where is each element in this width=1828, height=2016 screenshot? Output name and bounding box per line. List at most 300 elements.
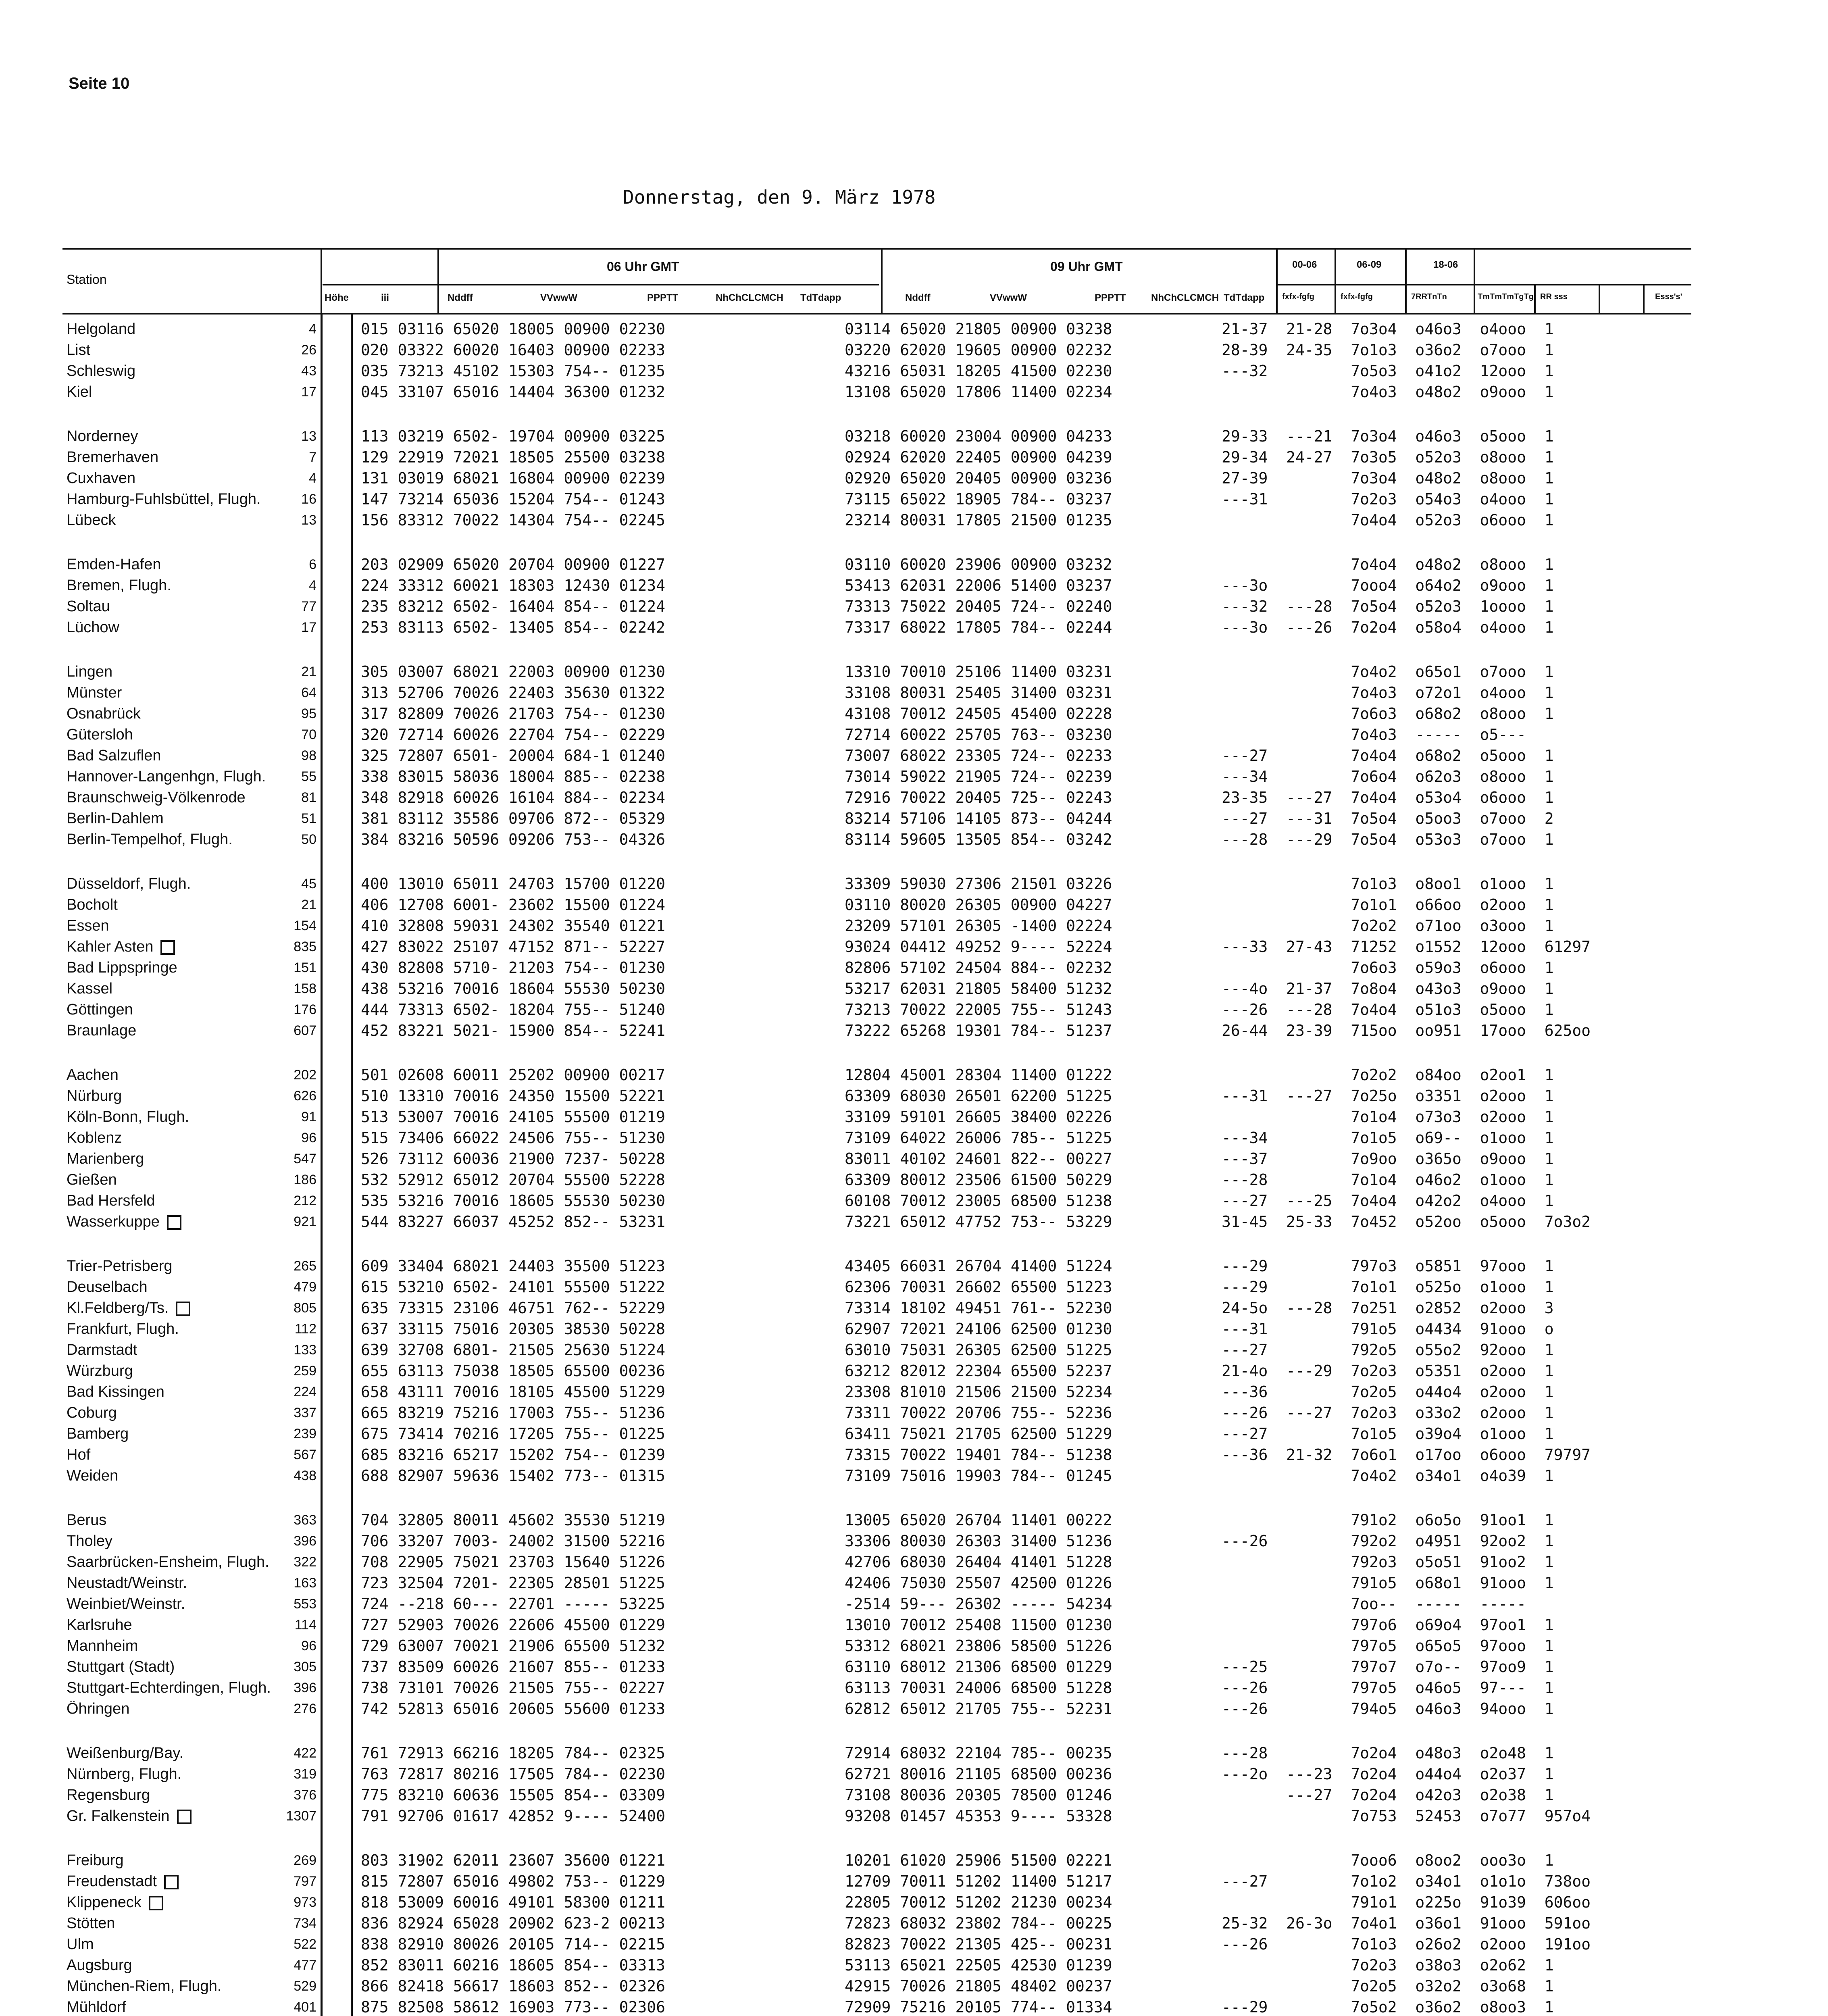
obs-09gmt: 73221 65012 47752 753-- 53229 [845, 1213, 1112, 1231]
obs-09gmt: 23209 57101 26305 -1400 02224 [845, 917, 1112, 935]
station-hoehe: 1307 [286, 1808, 316, 1824]
obs-06gmt: 803 31902 62011 23607 35600 01221 [361, 1851, 665, 1869]
obs-06gmt: 156 83312 70022 14304 754-- 02245 [361, 511, 665, 529]
station-hoehe: 17 [301, 620, 316, 635]
obs-09gmt: 73213 70022 22005 755-- 51243 [845, 1001, 1112, 1018]
obs-06gmt: 045 33107 65016 14404 36300 01232 [361, 383, 665, 401]
station-hoehe: 98 [301, 748, 316, 763]
obs-06gmt: 852 83011 60216 18605 854-- 03313 [361, 1956, 665, 1974]
obs-09gmt: 33309 59030 27306 21501 03226 [845, 875, 1112, 893]
header-s4: TmTmTmTgTg [1478, 292, 1534, 301]
station-hoehe: 363 [294, 1512, 316, 1528]
station-label: Wasserkuppe [67, 1213, 160, 1230]
obs-09gmt: 82806 57102 24504 884-- 02232 [845, 959, 1112, 977]
obs-extremes: 7o2o2 o84oo o2oo1 1 [1222, 1066, 1554, 1084]
obs-09gmt: 82823 70022 21305 425-- 00231 [845, 1935, 1112, 1953]
station-label: Düsseldorf, Flugh. [67, 875, 191, 892]
obs-06gmt: 729 63007 70021 21906 65500 51232 [361, 1637, 665, 1655]
obs-extremes: ---28 7o2o4 o48o3 o2o48 1 [1222, 1744, 1554, 1762]
station-hoehe: 401 [294, 1999, 316, 2015]
station-label: Braunschweig-Völkenrode [67, 789, 246, 806]
iii-divider [351, 314, 353, 2016]
obs-06gmt: 724 --218 60--- 22701 ----- 53225 [361, 1595, 665, 1613]
station-label: Regensburg [67, 1787, 150, 1804]
obs-09gmt: 73313 75022 20405 724-- 02240 [845, 598, 1112, 615]
obs-09gmt: 72914 68032 22104 785-- 00235 [845, 1744, 1112, 1762]
obs-06gmt: 838 82910 80026 20105 714-- 02215 [361, 1935, 665, 1953]
obs-09gmt: 13005 65020 26704 11401 00222 [845, 1511, 1112, 1529]
station-name [67, 1085, 122, 1106]
station-hoehe: 91 [301, 1109, 316, 1125]
station-label: Hamburg-Fuhlsbüttel, Flugh. [67, 491, 261, 508]
obs-09gmt: 63113 70031 24006 68500 51228 [845, 1679, 1112, 1697]
obs-09gmt: 83011 40102 24601 822-- 00227 [845, 1150, 1112, 1168]
obs-extremes: 7o2o3 o38o3 o2o62 1 [1222, 1956, 1554, 1974]
obs-09gmt: 23308 81010 21506 21500 52234 [845, 1383, 1112, 1401]
station-label: Braunlage [67, 1022, 137, 1039]
station-name [67, 1635, 138, 1656]
station-hoehe: 607 [294, 1023, 316, 1038]
obs-06gmt: 438 53216 70016 18604 55530 50230 [361, 980, 665, 998]
station-label: Berlin-Dahlem [67, 810, 164, 827]
obs-06gmt: 348 82918 60026 16104 884-- 02234 [361, 789, 665, 806]
obs-06gmt: 400 13010 65011 24703 15700 01220 [361, 875, 665, 893]
station-name [67, 661, 112, 682]
station-name [67, 360, 135, 381]
station-label: Stuttgart-Echterdingen, Flugh. [67, 1679, 271, 1696]
obs-extremes: ---32 7o5o3 o41o2 12ooo 1 [1222, 362, 1554, 380]
station-label: Augsburg [67, 1957, 132, 1974]
station-hoehe: 567 [294, 1447, 316, 1462]
obs-09gmt: 53113 65021 22505 42530 01239 [845, 1956, 1112, 1974]
station-name [67, 1318, 179, 1339]
obs-09gmt: 03218 60020 23004 00900 04233 [845, 427, 1112, 445]
station-label: Berlin-Tempelhof, Flugh. [67, 831, 233, 848]
station-hoehe: 224 [294, 1384, 316, 1400]
header-nddff: Nddff [448, 292, 473, 303]
obs-06gmt: 742 52813 65016 20605 55600 01233 [361, 1700, 665, 1718]
station-hoehe: 396 [294, 1533, 316, 1549]
station-label: Saarbrücken-Ensheim, Flugh. [67, 1554, 269, 1570]
obs-06gmt: 313 52706 70026 22403 35630 01322 [361, 684, 665, 702]
obs-06gmt: 113 03219 6502- 19704 00900 03225 [361, 427, 665, 445]
station-label: Mühldorf [67, 1999, 126, 2016]
station-label: Norderney [67, 428, 138, 445]
obs-extremes: 7oo-- ----- ----- [1222, 1595, 1526, 1613]
header-td-09: TdTdapp [1224, 292, 1265, 303]
station-label: Köln-Bonn, Flugh. [67, 1108, 189, 1125]
obs-06gmt: 637 33115 75016 20305 38530 50228 [361, 1320, 665, 1338]
obs-extremes: ---37 7o9oo o365o o9ooo 1 [1222, 1150, 1554, 1168]
station-label: Bamberg [67, 1425, 129, 1442]
obs-06gmt: 655 63113 75038 18505 65500 00236 [361, 1362, 665, 1380]
station-name [67, 1677, 271, 1698]
station-name [67, 1913, 115, 1934]
obs-extremes: 791o5 o68o1 91ooo 1 [1222, 1574, 1554, 1592]
obs-extremes: ---26 7o1o3 o26o2 o2ooo 191oo [1222, 1935, 1591, 1953]
station-hoehe: 797 [294, 1874, 316, 1889]
station-name [67, 1510, 106, 1531]
obs-06gmt: 775 83210 60636 15505 854-- 03309 [361, 1786, 665, 1804]
obs-extremes: ---28 7o1o4 o46o2 o1ooo 1 [1222, 1171, 1554, 1189]
obs-09gmt: 73315 70022 19401 784-- 51238 [845, 1446, 1112, 1464]
station-name [67, 1934, 94, 1955]
obs-06gmt: 430 82808 5710- 21203 754-- 01230 [361, 959, 665, 977]
station-name [67, 1743, 183, 1764]
obs-extremes: ---27 7o4o4 o68o2 o5ooo 1 [1222, 747, 1554, 764]
station-name [67, 703, 141, 724]
obs-06gmt: 410 32808 59031 24302 35540 01221 [361, 917, 665, 935]
obs-06gmt: 704 32805 80011 45602 35530 51219 [361, 1511, 665, 1529]
station-name [67, 915, 109, 936]
station-hoehe: 239 [294, 1426, 316, 1441]
obs-06gmt: 708 22905 75021 23703 15640 51226 [361, 1553, 665, 1571]
obs-extremes: ---26 ---28 7o4o4 o51o3 o5ooo 1 [1222, 1001, 1554, 1018]
obs-06gmt: 791 92706 01617 42852 9---- 52400 [361, 1807, 665, 1825]
obs-extremes: 29-34 24-27 7o3o5 o52o3 o8ooo 1 [1222, 448, 1554, 466]
obs-extremes: ---31 7o2o3 o54o3 o4ooo 1 [1222, 490, 1554, 508]
obs-extremes: ---31 791o5 o4434 91ooo o [1222, 1320, 1554, 1338]
header-s2: fxfx-fgfg [1341, 292, 1373, 301]
page-number: Seite 10 [69, 75, 130, 92]
obs-06gmt: 253 83113 6502- 13405 854-- 02242 [361, 619, 665, 636]
station-name [67, 447, 158, 468]
obs-extremes: 21-4o ---29 7o2o3 o5351 o2ooo 1 [1222, 1362, 1554, 1380]
obs-extremes: 7o4o2 o34o1 o4o39 1 [1222, 1467, 1554, 1485]
station-name [67, 1020, 136, 1041]
obs-extremes: ---3o 7ooo4 o64o2 o9ooo 1 [1222, 577, 1554, 594]
station-label: Soltau [67, 598, 110, 615]
station-label: Coburg [67, 1404, 117, 1421]
station-label: List [67, 342, 91, 358]
open-square-icon [176, 1302, 190, 1316]
obs-06gmt: 706 33207 7003- 24002 31500 52216 [361, 1532, 665, 1550]
station-hoehe: 422 [294, 1745, 316, 1761]
obs-extremes: 27-39 7o3o4 o48o2 o8ooo 1 [1222, 469, 1554, 487]
obs-09gmt: 83114 59605 13505 854-- 03242 [845, 831, 1112, 848]
station-label: Lübeck [67, 512, 116, 529]
station-name [67, 724, 133, 745]
obs-09gmt: 03220 62020 19605 00900 02232 [845, 341, 1112, 359]
obs-extremes: ---26 ---27 7o2o3 o33o2 o2ooo 1 [1222, 1404, 1554, 1422]
obs-09gmt: 63212 82012 22304 65500 52237 [845, 1362, 1112, 1380]
obs-09gmt: 43108 70012 24505 45400 02228 [845, 705, 1112, 723]
obs-extremes: 7o4o3 o48o2 o9ooo 1 [1222, 383, 1554, 401]
obs-extremes: 25-32 26-3o 7o4o1 o36o1 91ooo 591oo [1222, 1914, 1591, 1932]
station-label: Freudenstadt [67, 1873, 157, 1890]
hoehe-divider [321, 314, 323, 2016]
obs-09gmt: 73311 70022 20706 755-- 52236 [845, 1404, 1112, 1422]
station-label: München-Riem, Flugh. [67, 1978, 222, 1995]
station-label: Stuttgart (Stadt) [67, 1658, 175, 1675]
station-hoehe: 265 [294, 1258, 316, 1274]
obs-06gmt: 452 83221 5021- 15900 854-- 52241 [361, 1022, 665, 1039]
obs-06gmt: 444 73313 6502- 18204 755-- 51240 [361, 1001, 665, 1018]
obs-06gmt: 727 52903 70026 22606 45500 01229 [361, 1616, 665, 1634]
station-name [67, 1552, 269, 1572]
station-label: Göttingen [67, 1001, 133, 1018]
header-s3: 7RRTnTn [1411, 292, 1447, 301]
obs-09gmt: 93024 04412 49252 9---- 52224 [845, 938, 1112, 956]
obs-extremes: ---27 7o1o5 o39o4 o1ooo 1 [1222, 1425, 1554, 1443]
obs-06gmt: 866 82418 56617 18603 852-- 02326 [361, 1977, 665, 1995]
header-0006: 00-06 [1292, 259, 1317, 270]
obs-extremes: ---27 792o5 o55o2 92ooo 1 [1222, 1341, 1554, 1359]
obs-06gmt: 147 73214 65036 15204 754-- 01243 [361, 490, 665, 508]
obs-extremes: 7o2o2 o71oo o3ooo 1 [1222, 917, 1554, 935]
obs-09gmt: 63010 75031 26305 62500 51225 [845, 1341, 1112, 1359]
obs-06gmt: 615 53210 6502- 24101 55500 51222 [361, 1278, 665, 1296]
station-name [67, 1106, 189, 1127]
station-name [67, 1444, 90, 1465]
station-hoehe: 7 [309, 450, 316, 465]
table-header [62, 248, 1691, 314]
obs-09gmt: 22805 70012 51202 21230 00234 [845, 1893, 1112, 1911]
station-name [67, 1785, 150, 1806]
obs-09gmt: 53413 62031 22006 51400 03237 [845, 577, 1112, 594]
station-hoehe: 553 [294, 1596, 316, 1612]
obs-extremes: 797o5 o65o5 97ooo 1 [1222, 1637, 1554, 1655]
obs-06gmt: 761 72913 66216 18205 784-- 02325 [361, 1744, 665, 1762]
station-hoehe: 805 [294, 1300, 316, 1316]
station-label: Gütersloh [67, 726, 133, 743]
station-name [67, 1211, 181, 1232]
obs-extremes: ---26 794o5 o46o3 94ooo 1 [1222, 1700, 1554, 1718]
obs-09gmt: 42706 68030 26404 41401 51228 [845, 1553, 1112, 1571]
station-label: Bocholt [67, 896, 118, 913]
station-label: Emden-Hafen [67, 556, 161, 573]
obs-extremes: 7o1o4 o73o3 o2ooo 1 [1222, 1108, 1554, 1126]
station-hoehe: 322 [294, 1554, 316, 1570]
header-station: Station [67, 272, 107, 287]
obs-09gmt: 42406 75030 25507 42500 01226 [845, 1574, 1112, 1592]
station-hoehe: 133 [294, 1342, 316, 1358]
obs-09gmt: 73108 80036 20305 78500 01246 [845, 1786, 1112, 1804]
header-1806: 18-06 [1433, 259, 1458, 270]
obs-06gmt: 320 72714 60026 22704 754-- 02229 [361, 726, 665, 744]
obs-extremes: 7o1o1 o66oo o2ooo 1 [1222, 896, 1554, 914]
station-label: Kahler Asten [67, 938, 154, 955]
obs-extremes: 792o3 o5o51 91oo2 1 [1222, 1553, 1554, 1571]
station-hoehe: 21 [301, 664, 316, 679]
obs-09gmt: 73014 59022 21905 724-- 02239 [845, 768, 1112, 785]
station-label: Kassel [67, 980, 113, 997]
station-name [67, 978, 112, 999]
obs-09gmt: 53312 68021 23806 58500 51226 [845, 1637, 1112, 1655]
obs-extremes: 797o6 o69o4 97oo1 1 [1222, 1616, 1554, 1634]
station-label: Essen [67, 917, 109, 934]
station-name [67, 1806, 192, 1826]
obs-09gmt: 62306 70031 26602 65500 51223 [845, 1278, 1112, 1296]
station-name [67, 1593, 185, 1614]
station-name [67, 1360, 133, 1381]
obs-extremes: 29-33 ---21 7o3o4 o46o3 o5ooo 1 [1222, 427, 1554, 445]
obs-06gmt: 131 03019 68021 16804 00900 02239 [361, 469, 665, 487]
station-label: Deuselbach [67, 1279, 148, 1295]
header-ppptt-09: PPPTT [1095, 292, 1126, 303]
obs-09gmt: 63110 68012 21306 68500 01229 [845, 1658, 1112, 1676]
station-label: Bad Lippspringe [67, 959, 177, 976]
station-hoehe: 202 [294, 1067, 316, 1083]
obs-extremes: ---33 27-43 71252 o1552 12ooo 61297 [1222, 938, 1591, 956]
station-hoehe: 51 [301, 811, 316, 826]
obs-09gmt: 60108 70012 23005 68500 51238 [845, 1192, 1112, 1210]
obs-extremes: ---27 ---31 7o5o4 o5oo3 o7ooo 2 [1222, 810, 1554, 827]
station-label: Helgoland [67, 321, 136, 337]
station-name [67, 1339, 137, 1360]
station-hoehe: 81 [301, 790, 316, 805]
obs-09gmt: 12709 70011 51202 11400 51217 [845, 1872, 1112, 1890]
obs-06gmt: 544 83227 66037 45252 852-- 53231 [361, 1213, 665, 1231]
station-hoehe: 547 [294, 1151, 316, 1166]
obs-09gmt: 73314 18102 49451 761-- 52230 [845, 1299, 1112, 1317]
obs-09gmt: 63309 80012 23506 61500 50229 [845, 1171, 1112, 1189]
obs-06gmt: 235 83212 6502- 16404 854-- 01224 [361, 598, 665, 615]
station-label: Lüchow [67, 619, 119, 636]
obs-extremes: ---2o ---23 7o2o4 o44o4 o2o37 1 [1222, 1765, 1554, 1783]
station-hoehe: 522 [294, 1937, 316, 1952]
station-name [67, 1277, 148, 1297]
obs-extremes: 7o4o2 o65o1 o7ooo 1 [1222, 663, 1554, 681]
station-hoehe: 269 [294, 1853, 316, 1868]
station-label: Münster [67, 684, 122, 701]
obs-09gmt: 02924 62020 22405 00900 04239 [845, 448, 1112, 466]
obs-09gmt: 43216 65031 18205 41500 02230 [845, 362, 1112, 380]
obs-09gmt: 33109 59101 26605 38400 02226 [845, 1108, 1112, 1126]
header-06gmt: 06 Uhr GMT [607, 259, 679, 274]
obs-09gmt: 72823 68032 23802 784-- 00225 [845, 1914, 1112, 1932]
header-hoehe: Höhe [325, 292, 349, 303]
station-name [67, 1955, 132, 1976]
obs-extremes: ---34 7o6o4 o62o3 o8ooo 1 [1222, 768, 1554, 785]
obs-extremes: 26-44 23-39 715oo oo951 17ooo 625oo [1222, 1022, 1591, 1039]
station-name [67, 1892, 163, 1913]
obs-06gmt: 815 72807 65016 49802 753-- 01229 [361, 1872, 665, 1890]
station-hoehe: 13 [301, 512, 316, 528]
station-hoehe: 479 [294, 1279, 316, 1295]
station-label: Trier-Petrisberg [67, 1258, 173, 1275]
obs-09gmt: 13310 70010 25106 11400 03231 [845, 663, 1112, 681]
station-hoehe: 276 [294, 1701, 316, 1716]
station-label: Bad Kissingen [67, 1383, 164, 1400]
station-label: Klippeneck [67, 1894, 142, 1911]
station-label: Hannover-Langenhgn, Flugh. [67, 768, 266, 785]
station-name [67, 1614, 132, 1635]
obs-extremes: ---29 7o1o1 o525o o1ooo 1 [1222, 1278, 1554, 1296]
station-label: Frankfurt, Flugh. [67, 1320, 179, 1337]
obs-extremes: ---26 797o5 o46o5 97--- 1 [1222, 1679, 1554, 1697]
station-hoehe: 158 [294, 981, 316, 996]
obs-06gmt: 015 03116 65020 18005 00900 02230 [361, 320, 665, 338]
obs-09gmt: 62907 72021 24106 62500 01230 [845, 1320, 1112, 1338]
obs-extremes: ---31 ---27 7o25o o3351 o2ooo 1 [1222, 1087, 1554, 1105]
obs-06gmt: 526 73112 60036 21900 7237- 50228 [361, 1150, 665, 1168]
obs-extremes: 7ooo6 o8oo2 ooo3o 1 [1222, 1851, 1554, 1869]
station-label: Kiel [67, 383, 92, 400]
station-label: Öhringen [67, 1700, 130, 1717]
station-name [67, 1871, 179, 1892]
obs-extremes: 7o4o3 o72o1 o4ooo 1 [1222, 684, 1554, 702]
station-name [67, 617, 119, 638]
header-iii: iii [381, 292, 389, 303]
obs-06gmt: 836 82924 65028 20902 623-2 00213 [361, 1914, 665, 1932]
station-name [67, 1402, 117, 1423]
station-name [67, 1127, 122, 1148]
station-label: Ulm [67, 1936, 94, 1953]
station-hoehe: 176 [294, 1002, 316, 1017]
station-name [67, 510, 116, 531]
obs-09gmt: 73109 64022 26006 785-- 51225 [845, 1129, 1112, 1147]
obs-09gmt: 42915 70026 21805 48402 00237 [845, 1977, 1112, 1995]
obs-06gmt: 384 83216 50596 09206 753-- 04326 [361, 831, 665, 848]
obs-09gmt: 93208 01457 45353 9---- 53328 [845, 1807, 1112, 1825]
station-hoehe: 4 [309, 578, 316, 593]
obs-06gmt: 665 83219 75216 17003 755-- 51236 [361, 1404, 665, 1422]
obs-09gmt: 73317 68022 17805 784-- 02244 [845, 619, 1112, 636]
obs-09gmt: 63309 68030 26501 62200 51225 [845, 1087, 1112, 1105]
station-label: Nürnberg, Flugh. [67, 1766, 182, 1783]
station-hoehe: 151 [294, 960, 316, 975]
station-label: Tholey [67, 1533, 113, 1549]
obs-extremes: ---36 7o2o5 o44o4 o2ooo 1 [1222, 1383, 1554, 1401]
obs-09gmt: 72916 70022 20405 725-- 02243 [845, 789, 1112, 806]
obs-extremes: ---28 ---29 7o5o4 o53o3 o7ooo 1 [1222, 831, 1554, 848]
station-name [67, 1656, 175, 1677]
station-label: Kl.Feldberg/Ts. [67, 1300, 169, 1316]
obs-06gmt: 035 73213 45102 15303 754-- 01235 [361, 362, 665, 380]
station-hoehe: 438 [294, 1468, 316, 1483]
station-hoehe: 259 [294, 1363, 316, 1379]
station-name [67, 1064, 119, 1085]
station-label: Nürburg [67, 1087, 122, 1104]
obs-extremes: ---27 7o1o2 o34o1 o1o1o 738oo [1222, 1872, 1591, 1890]
station-hoehe: 626 [294, 1088, 316, 1104]
obs-06gmt: 203 02909 65020 20704 00900 01227 [361, 556, 665, 573]
station-hoehe: 921 [294, 1214, 316, 1229]
station-hoehe: 212 [294, 1193, 316, 1208]
station-hoehe: 154 [294, 918, 316, 933]
station-name [67, 873, 191, 894]
obs-09gmt: -2514 59--- 26302 ----- 54234 [845, 1595, 1112, 1613]
obs-06gmt: 658 43111 70016 18105 45500 51229 [361, 1383, 665, 1401]
station-name [67, 1572, 187, 1593]
station-label: Bremerhaven [67, 449, 159, 466]
obs-06gmt: 020 03322 60020 16403 00900 02233 [361, 341, 665, 359]
obs-extremes: 31-45 25-33 7o452 o52oo o5ooo 7o3o2 [1222, 1213, 1591, 1231]
station-name [67, 1381, 164, 1402]
station-hoehe: 43 [301, 363, 316, 379]
header-s6: Esss's' [1655, 292, 1682, 301]
station-name [67, 1997, 126, 2016]
obs-extremes: 24-5o ---28 7o251 o2852 o2ooo 3 [1222, 1299, 1554, 1317]
obs-06gmt: 535 53216 70016 18605 55530 50230 [361, 1192, 665, 1210]
obs-09gmt: 72909 75216 20105 774-- 01334 [845, 1998, 1112, 2016]
obs-06gmt: 675 73414 70216 17205 755-- 01225 [361, 1425, 665, 1443]
obs-09gmt: 73007 68022 23305 724-- 02233 [845, 747, 1112, 764]
station-hoehe: 96 [301, 1130, 316, 1145]
station-label: Aachen [67, 1066, 119, 1083]
report-date: Donnerstag, den 9. März 1978 [623, 186, 936, 208]
obs-extremes: 7o1o3 o8oo1 o1ooo 1 [1222, 875, 1554, 893]
obs-06gmt: 501 02608 60011 25202 00900 00217 [361, 1066, 665, 1084]
station-hoehe: 6 [309, 557, 316, 572]
station-hoehe: 973 [294, 1895, 316, 1910]
station-label: Hof [67, 1446, 91, 1463]
station-label: Bad Hersfeld [67, 1192, 155, 1209]
obs-06gmt: 129 22919 72021 18505 25500 03238 [361, 448, 665, 466]
station-label: Karlsruhe [67, 1616, 132, 1633]
obs-06gmt: 513 53007 70016 24105 55500 01219 [361, 1108, 665, 1126]
